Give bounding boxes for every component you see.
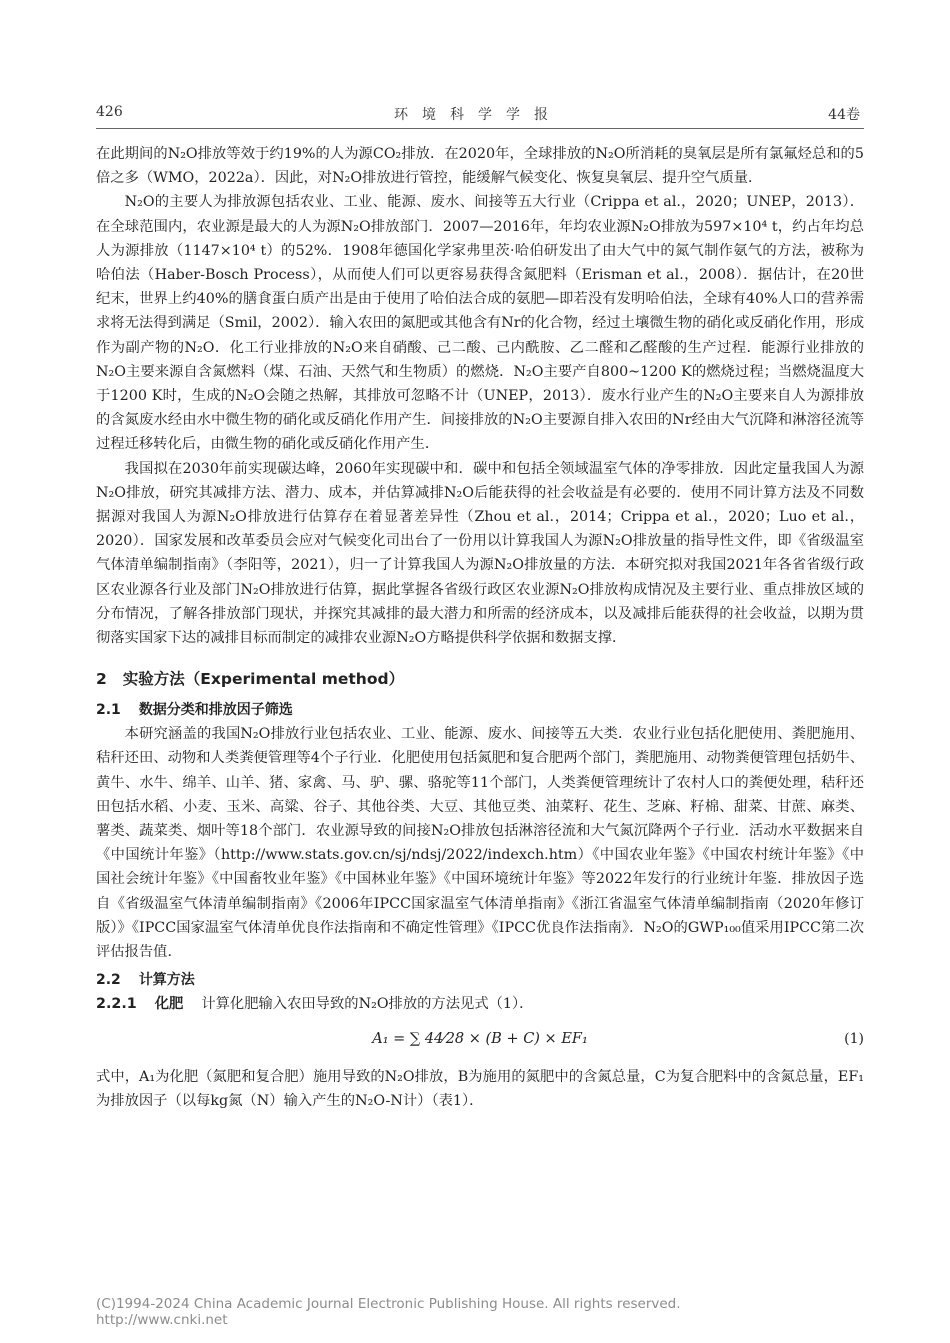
volume-label: 44卷 xyxy=(828,107,860,123)
subsection-number: 2.1 xyxy=(96,702,121,719)
subsection-heading xyxy=(96,698,864,722)
paragraph: 在此期间的N₂O排放等效于约19%的人为源CO₂排放．在2020年，全球排放的N₂O所消耗的臭氧层是所有氯氟烃总和的5倍之多（WMO，2022a）．因此，对N₂O排放进行管控，能缓解气候变化、恢复臭氧层、提升空气质量． xyxy=(96,146,864,187)
page-number: 426 xyxy=(96,104,123,120)
subsection-title: 数据分类和排放因子筛选 xyxy=(138,702,293,719)
section-heading xyxy=(96,667,864,691)
section-title: 实验方法（Experimental method） xyxy=(122,670,405,689)
subsubsection-paragraph xyxy=(96,992,864,1016)
copyright-footer: (C)1994-2024 China Academic Journal Electronic Publishing House. All rights reserved. http://www.cnki.net xyxy=(96,1296,681,1328)
subsection-number: 2.2 xyxy=(96,972,121,989)
section-number: 2 xyxy=(96,670,107,689)
paragraph: N₂O的主要人为排放源包括农业、工业、能源、废水、间接等五大行业（Crippa et al.，2020；UNEP，2013）．在全球范围内，农业源是最大的人为源N₂O排放部门．2007—2016年，年均农业源N₂O排放为597×10⁴ t，约占年均总人为源排放（1147×10⁴ t）的52%．1908年德国化学家弗里茨·哈伯研发出了由大气中的氮气制作氨气的方法，被称为哈伯法（Haber-Bosch Process），从而使人们可以更容易获得含氮肥料（Erisman et al.，2008）．据估计，在20世纪末，世界上约40%的膳食蛋白质产出是由于使用了哈伯法合成的氨肥—即若没有发明哈伯法，全球有40%人口的营养需求将无法得到满足（Smil，2002）．输入农田的氮肥或其他含有Nr的化合物，经过土壤微生物的硝化或反硝化作用，形成作为副产物的N₂O．化工行业排放的N₂O来自硝酸、己二酸、己内酰胺、乙二醛和乙醛酸的生产过程．能源行业排放的N₂O主要来源自含氮燃料（煤、石油、天然气和生物质）的燃烧．N₂O主要产自800~1200 K的燃烧过程；当燃烧温度大于1200 K时，生成的N₂O会随之热解，其排放可忽略不计（UNEP，2013）．废水行业产生的N₂O主要来自人为源排放的含氮废水经由水中微生物的硝化或反硝化作用产生．间接排放的N₂O主要源自排入农田的Nr经由大气沉降和淋溶径流等过程迁移转化后，由微生物的硝化或反硝化作用产生． xyxy=(96,194,864,453)
paragraph-text: 计算化肥输入农田导致的N₂O排放的方法见式（1）． xyxy=(201,996,534,1013)
equation-block xyxy=(96,1019,864,1065)
equation-expression: A₁ = ∑ 44⁄28 × (B + C) × EF₁ xyxy=(372,1030,588,1047)
subsubsection-title: 化肥 xyxy=(154,996,184,1013)
header-divider xyxy=(96,128,864,129)
running-header xyxy=(96,104,860,126)
paragraph: 式中，A₁为化肥（氮肥和复合肥）施用导致的N₂O排放，B为施用的氮肥中的含氮总量，C为复合肥料中的含氮总量，EF₁为排放因子（以每kg氮（N）输入产生的N₂O-N计）（表1）． xyxy=(96,1068,864,1109)
paragraph: 本研究涵盖的我国N₂O排放行业包括农业、工业、能源、废水、间接等五大类．农业行业包括化肥使用、粪肥施用、秸秆还田、动物和人类粪便管理等4个子行业．化肥使用包括氮肥和复合肥两个部门，粪肥施用、动物粪便管理包括奶牛、黄牛、水牛、绵羊、山羊、猪、家禽、马、驴、骡、骆驼等11个部门，人类粪便管理统计了农村人口的粪便处理，秸秆还田包括水稻、小麦、玉米、高粱、谷子、其他谷类、大豆、其他豆类、油菜籽、花生、芝麻、籽棉、甜菜、甘蔗、麻类、薯类、蔬菜类、烟叶等18个部门．农业源导致的间接N₂O排放包括淋溶径流和大气氮沉降两个子行业．活动水平数据来自《中国统计年鉴》（http://www.stats.gov.cn/sj/ndsj/2022/indexch.htm）《中国农业年鉴》《中国农村统计年鉴》《中国社会统计年鉴》《中国畜牧业年鉴》《中国林业年鉴》《中国环境统计年鉴》等2022年发行的行业统计年鉴．排放因子选自《省级温室气体清单编制指南》《2006年IPCC国家温室气体清单指南》《浙江省温室气体清单编制指南（2020年修订版）》《IPCC国家温室气体清单优良作法指南和不确定性管理》《IPCC优良作法指南》．N₂O的GWP₁₀₀值采用IPCC第二次评估报告值． xyxy=(96,726,864,961)
subsection-heading xyxy=(96,968,864,992)
equation-number: (1) xyxy=(844,1030,864,1047)
subsection-title: 计算方法 xyxy=(138,972,195,989)
article-body xyxy=(96,142,864,1113)
subsubsection-number: 2.2.1 xyxy=(96,996,137,1013)
journal-title: 环境科学学报 xyxy=(394,107,562,123)
paragraph: 我国拟在2030年前实现碳达峰，2060年实现碳中和．碳中和包括全领域温室气体的净零排放．因此定量我国人为源N₂O排放，研究其减排方法、潜力、成本，并估算减排N₂O后能获得的社会收益是有必要的．使用不同计算方法及不同数据源对我国人为源N₂O排放进行估算存在着显著差异性（Zhou et al.，2014；Crippa et al.，2020；Luo et al.，2020）．国家发展和改革委员会应对气候变化司出台了一份用以计算我国人为源N₂O排放量的指导性文件，即《省级温室气体清单编制指南》（李阳等，2021），归一了计算我国人为源N₂O排放量的方法．本研究拟对我国2021年各省省级行政区农业源各行业及部门N₂O排放进行估算，据此掌握各省级行政区农业源N₂O排放构成情况及主要行业、重点排放区域的分布情况，了解各排放部门现状，并探究其减排的最大潜力和所需的经济成本，以及减排后能获得的社会收益，以期为贯彻落实国家下达的减排目标而制定的减排农业源N₂O方略提供科学依据和数据支撑． xyxy=(96,460,864,647)
